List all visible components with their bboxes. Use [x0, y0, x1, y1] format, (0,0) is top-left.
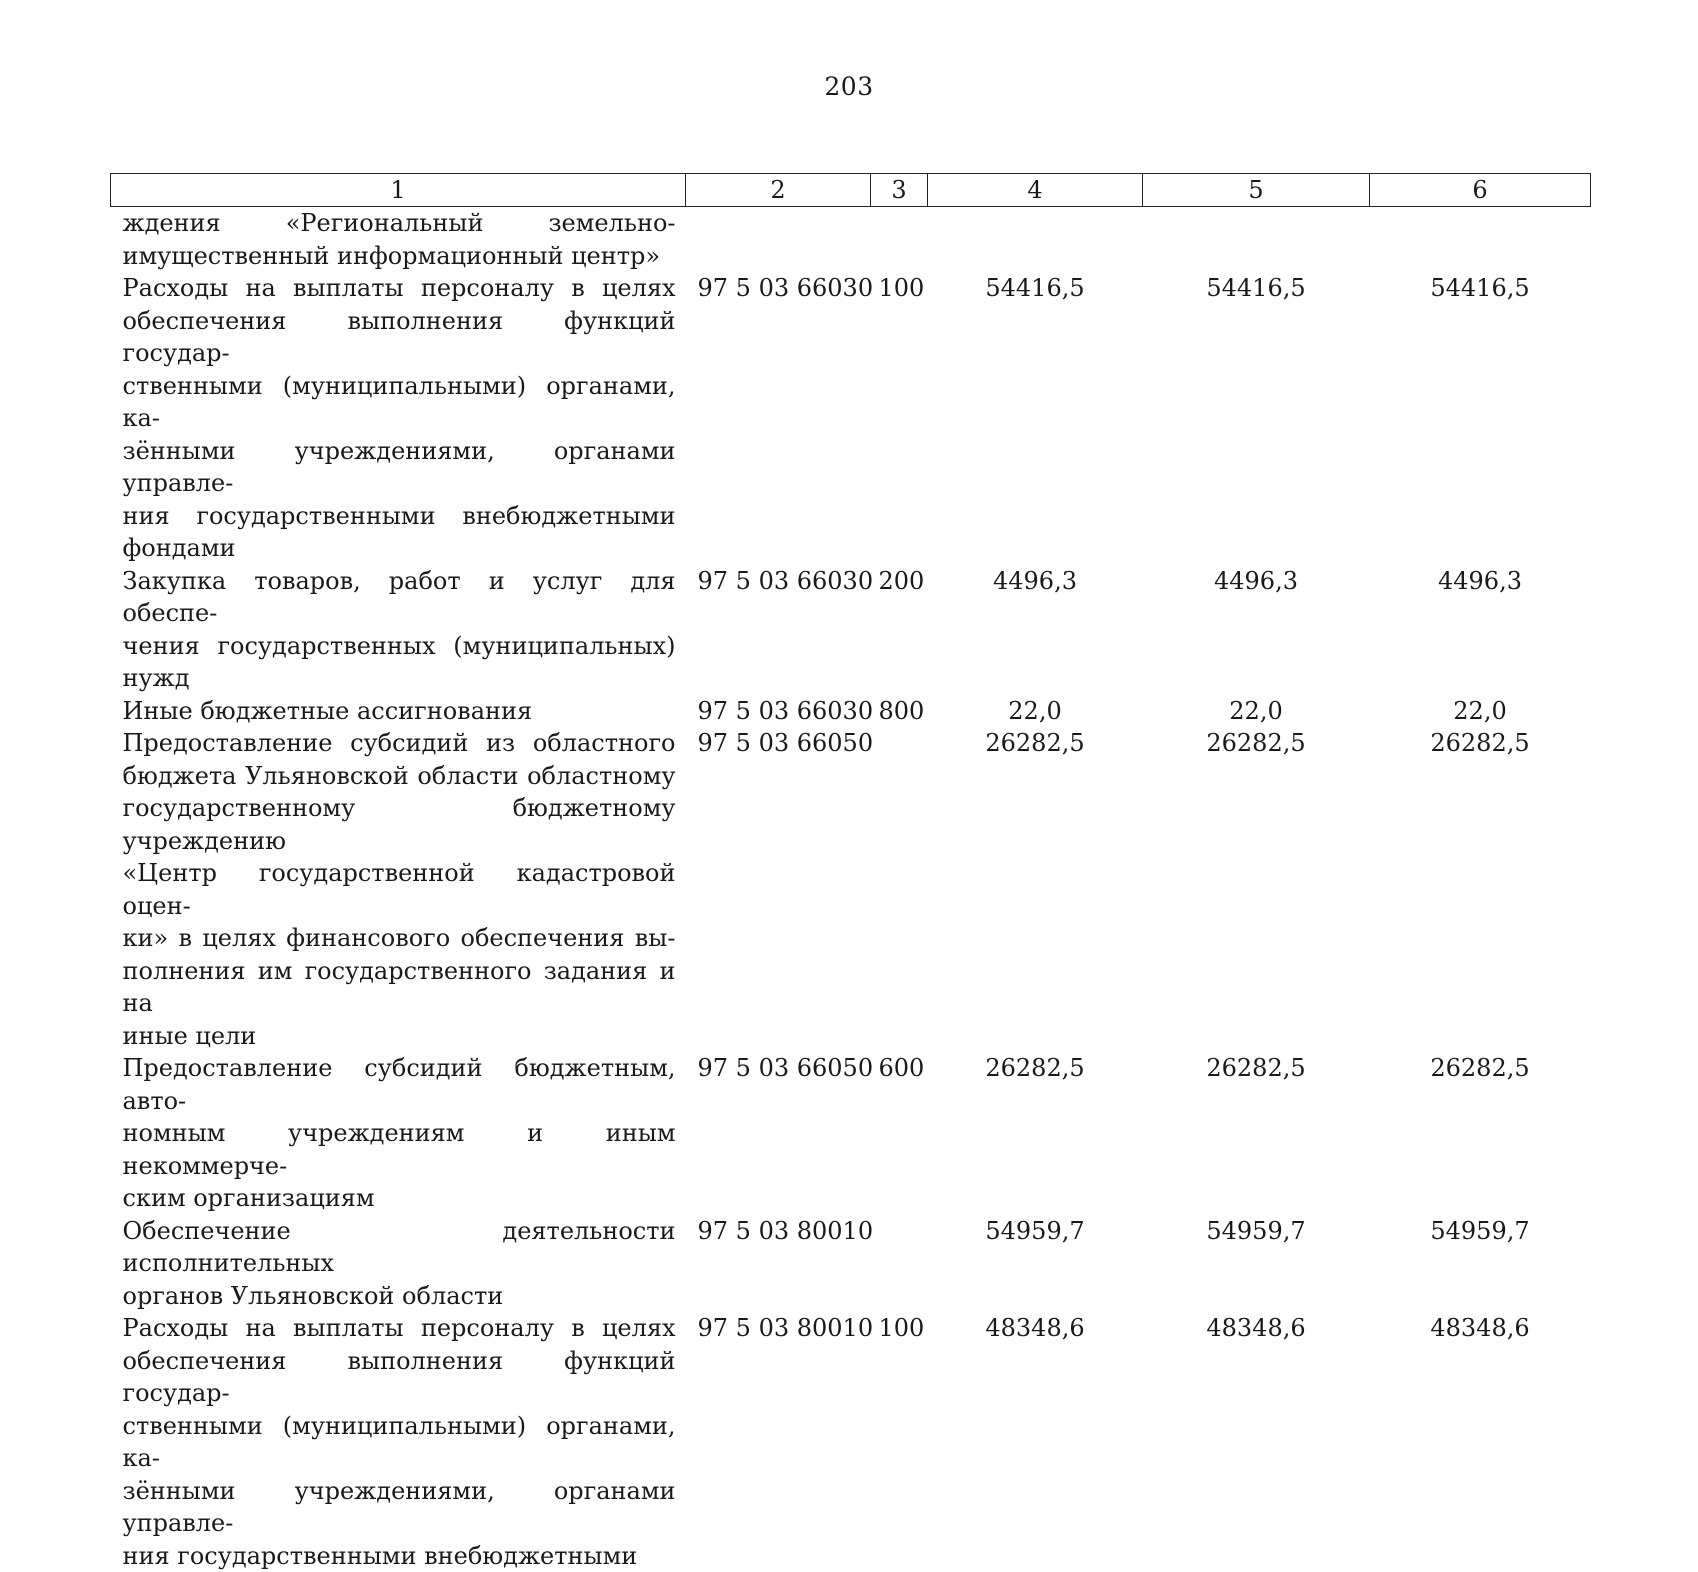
- expense-type-cell: 800: [871, 695, 928, 728]
- amount-col5-cell: 26282,5: [1143, 1052, 1370, 1215]
- table-row: [111, 727, 1591, 1052]
- table-row: [111, 1312, 1591, 1572]
- amount-col5-cell: 22,0: [1143, 695, 1370, 728]
- expense-name-line: государственному бюджетному учреждению: [123, 792, 676, 857]
- amount-col6-cell: 54416,5: [1370, 272, 1591, 565]
- expense-name-cell: [111, 1312, 686, 1572]
- table-header: [111, 174, 1591, 207]
- table-row: [111, 695, 1591, 728]
- expense-name-line: органов Ульяновской области: [123, 1280, 676, 1313]
- header-row: [111, 174, 1591, 207]
- amount-col4-cell: 26282,5: [928, 727, 1143, 1052]
- amount-col6-cell: 54959,7: [1370, 1215, 1591, 1313]
- expense-type-cell: 100: [871, 1312, 928, 1572]
- budget-code-cell: 97 5 03 66030: [686, 272, 871, 565]
- expense-name-line: ским организациям: [123, 1182, 676, 1215]
- expense-name-line: зёнными учреждениями, органами управле-: [123, 435, 676, 500]
- page-number: 203: [0, 72, 1698, 101]
- expense-name-line: ственными (муниципальными) органами, ка-: [123, 370, 676, 435]
- table-body: [111, 207, 1591, 1572]
- table-row: [111, 565, 1591, 695]
- expense-name-line: Закупка товаров, работ и услуг для обеспе-: [123, 565, 676, 630]
- budget-code-cell: 97 5 03 66050: [686, 727, 871, 1052]
- expense-name-line: «Центр государственной кадастровой оцен-: [123, 857, 676, 922]
- amount-col5-cell: 26282,5: [1143, 727, 1370, 1052]
- amount-col4-cell: 26282,5: [928, 1052, 1143, 1215]
- expense-name-line: нужд: [123, 662, 676, 695]
- expense-name-cell: [111, 727, 686, 1052]
- expense-name-line: Иные бюджетные ассигнования: [123, 695, 676, 728]
- header-cell-3: 3: [871, 174, 928, 207]
- expense-name-line: Предоставление субсидий бюджетным, авто-: [123, 1052, 676, 1117]
- expense-name-line: фондами: [123, 532, 676, 565]
- expense-name-line: имущественный информационный центр»: [123, 240, 676, 273]
- amount-col6-cell: 26282,5: [1370, 727, 1591, 1052]
- amount-col4-cell: 22,0: [928, 695, 1143, 728]
- expense-type-cell: 600: [871, 1052, 928, 1215]
- header-cell-6: 6: [1370, 174, 1591, 207]
- amount-col6-cell: 4496,3: [1370, 565, 1591, 695]
- expense-name-line: Обеспечение деятельности исполнительных: [123, 1215, 676, 1280]
- budget-code-cell: 97 5 03 66030: [686, 565, 871, 695]
- expense-name-cell: [111, 1215, 686, 1313]
- amount-col6-cell: 26282,5: [1370, 1052, 1591, 1215]
- budget-table: [110, 173, 1591, 1572]
- table-row: [111, 207, 1591, 273]
- table-row: [111, 272, 1591, 565]
- expense-type-cell: [871, 727, 928, 1052]
- expense-name-cell: [111, 695, 686, 728]
- table-row: [111, 1052, 1591, 1215]
- expense-name-line: чения государственных (муниципальных): [123, 630, 676, 663]
- amount-col4-cell: 48348,6: [928, 1312, 1143, 1572]
- budget-code-cell: 97 5 03 66050: [686, 1052, 871, 1215]
- amount-col5-cell: 48348,6: [1143, 1312, 1370, 1572]
- expense-name-line: ждения «Региональный земельно-: [123, 207, 676, 240]
- expense-name-line: обеспечения выполнения функций государ-: [123, 1345, 676, 1410]
- expense-type-cell: 200: [871, 565, 928, 695]
- amount-col5-cell: 54959,7: [1143, 1215, 1370, 1313]
- header-cell-5: 5: [1143, 174, 1370, 207]
- expense-name-line: полнения им государственного задания и на: [123, 955, 676, 1020]
- header-cell-2: 2: [686, 174, 871, 207]
- amount-col6-cell: 48348,6: [1370, 1312, 1591, 1572]
- expense-name-line: Расходы на выплаты персоналу в целях: [123, 272, 676, 305]
- expense-name-cell: [111, 272, 686, 565]
- expense-name-line: ния государственными внебюджетными: [123, 500, 676, 533]
- expense-name-cell: [111, 207, 686, 273]
- budget-code-cell: 97 5 03 66030: [686, 695, 871, 728]
- expense-name-line: ния государственными внебюджетными: [123, 1540, 676, 1572]
- amount-col5-cell: 4496,3: [1143, 565, 1370, 695]
- expense-type-cell: 100: [871, 272, 928, 565]
- expense-name-line: ки» в целях финансового обеспечения вы-: [123, 922, 676, 955]
- expense-name-line: Расходы на выплаты персоналу в целях: [123, 1312, 676, 1345]
- budget-code-cell: 97 5 03 80010: [686, 1215, 871, 1313]
- amount-col5-cell: [1143, 207, 1370, 273]
- header-cell-1: 1: [111, 174, 686, 207]
- expense-name-line: иные цели: [123, 1020, 676, 1053]
- expense-type-cell: [871, 1215, 928, 1313]
- amount-col4-cell: 54416,5: [928, 272, 1143, 565]
- amount-col6-cell: [1370, 207, 1591, 273]
- expense-type-cell: [871, 207, 928, 273]
- expense-name-line: обеспечения выполнения функций государ-: [123, 305, 676, 370]
- budget-code-cell: [686, 207, 871, 273]
- amount-col5-cell: 54416,5: [1143, 272, 1370, 565]
- amount-col6-cell: 22,0: [1370, 695, 1591, 728]
- expense-name-line: ственными (муниципальными) органами, ка-: [123, 1410, 676, 1475]
- expense-name-line: Предоставление субсидий из областного: [123, 727, 676, 760]
- amount-col4-cell: 4496,3: [928, 565, 1143, 695]
- expense-name-cell: [111, 565, 686, 695]
- header-cell-4: 4: [928, 174, 1143, 207]
- expense-name-line: бюджета Ульяновской области областному: [123, 760, 676, 793]
- amount-col4-cell: [928, 207, 1143, 273]
- amount-col4-cell: 54959,7: [928, 1215, 1143, 1313]
- expense-name-line: зёнными учреждениями, органами управле-: [123, 1475, 676, 1540]
- budget-code-cell: 97 5 03 80010: [686, 1312, 871, 1572]
- expense-name-line: номным учреждениям и иным некоммерче-: [123, 1117, 676, 1182]
- table-row: [111, 1215, 1591, 1313]
- expense-name-cell: [111, 1052, 686, 1215]
